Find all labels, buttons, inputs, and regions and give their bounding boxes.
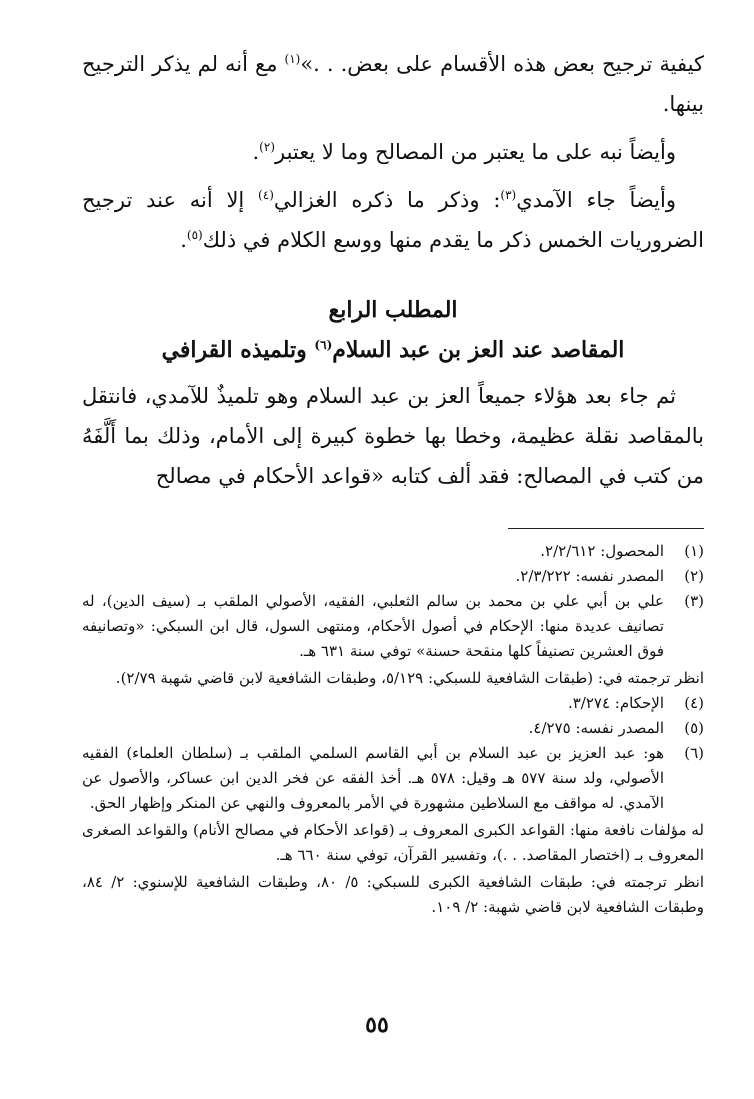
footnote-divider <box>508 528 704 529</box>
footnote-ref-4[interactable]: (٤) <box>258 188 274 202</box>
paragraph-2-text: وأيضاً نبه على ما يعتبر من المصالح وما لا يعتبر <box>275 140 676 164</box>
footnote-number: (٥) <box>684 719 704 737</box>
page-content <box>82 44 704 920</box>
footnote-ref-5[interactable]: (٥) <box>186 228 203 242</box>
footnote-text: المصدر نفسه: ٢/٣/٢٢٢. <box>515 567 664 585</box>
footnote-text: المحصول: ٢/٢/٦١٢. <box>540 542 664 560</box>
footnote-item <box>82 741 704 816</box>
footnotes-list <box>82 539 704 920</box>
footnote-item <box>82 539 704 564</box>
footnote-item <box>82 564 704 589</box>
footnote-number: (٢) <box>684 567 704 585</box>
footnote-text: علي بن أبي علي بن محمد بن سالم الثعلبي، الفقيه، الأصولي الملقب بـ (سيف الدين)، له تصانيف عديدة منها: الإحكام في أصول الأحكام، ومنتهى السول، قال ابن السبكي: «وتصانيفه فوق العشرين تصنيفاً كلها منقحة حسنة» توفي سنة ٦٣١ هـ. <box>82 592 664 660</box>
page-number: ٥٥ <box>365 1012 389 1038</box>
paragraph-1 <box>82 44 704 124</box>
paragraph-2 <box>82 132 704 172</box>
footnote-number: (١) <box>684 542 704 560</box>
footnote-text: المصدر نفسه: ٤/٢٧٥. <box>528 719 664 737</box>
footnote-continuation: انظر ترجمته في: طبقات الشافعية الكبرى للسبكي: ٥/ ٨٠، وطبقات الشافعية للإسنوي: ٢/ ٨٤، وطبقات الشافعية لابن قاضي شهبة: ٢/ ١٠٩. <box>82 873 704 916</box>
paragraph-4: ثم جاء بعد هؤلاء جميعاً العز بن عبد السلام وهو تلميذٌ للآمدي، فانتقل بالمقاصد نقلة عظيمة، وخطا بها خطوة كبيرة إلى الأمام، وذلك بما أَلَّفَهُ من كتب في المصالح: فقد ألف كتابه «قواعد الأحكام في مصالح <box>82 384 704 488</box>
section-heading-line-2-a: المقاصد عند العز بن عبد السلام <box>332 337 625 363</box>
footnote-ref-3[interactable]: (٣) <box>500 188 517 202</box>
footnote-number: (٤) <box>684 694 704 712</box>
footnote-continuation: له مؤلفات نافعة منها: القواعد الكبرى المعروف بـ (قواعد الأحكام في مصالح الأنام) والقواعد الصغرى المعروف بـ (اختصار المقاصد. . .)، وتفسير القرآن، توفي سنة ٦٦٠ هـ. <box>82 821 704 864</box>
section-heading-line-1: المطلب الرابع <box>328 297 458 323</box>
footnote-ref-2[interactable]: (٢) <box>259 140 275 154</box>
footnote-text: هو: عبد العزيز بن عبد السلام بن أبي القاسم السلمي الملقب بـ (سلطان العلماء) الفقيه الأصولي، ولد سنة ٥٧٧ هـ وقيل: ٥٧٨ هـ. أخذ الفقه عن فخر الدين ابن عساكر، والأصول عن الآمدي. له مواقف مع السلاطين مشهورة في الأمر بالمعروف والنهي عن المنكر وإظهار الحق. <box>82 744 664 812</box>
footnote-ref-6[interactable]: (٦) <box>314 338 333 352</box>
paragraph-3-end: . <box>180 228 187 252</box>
paragraph-1-text-b: مع أنه لم يذكر الترجيح بينها. <box>82 52 704 116</box>
paragraph-3-text-b: : وذكر ما ذكره الغزالي <box>273 188 501 212</box>
footnote-item <box>82 589 704 664</box>
paragraph-3-text-a: وأيضاً جاء الآمدي <box>516 188 676 212</box>
footnote-ref-1[interactable]: (١) <box>284 52 301 66</box>
footnote-number: (٣) <box>684 592 704 610</box>
footnote-text: الإحكام: ٣/٢٧٤. <box>567 694 664 712</box>
section-heading <box>82 290 704 370</box>
paragraph-1-text-a: كيفية ترجيح بعض هذه الأقسام على بعض. . .» <box>300 52 704 76</box>
footnote-item <box>82 691 704 716</box>
paragraph-3 <box>82 180 704 260</box>
paragraph-3-text-c: إلا أنه عند ترجيح الضروريات الخمس ذكر ما يقدم منها ووسع الكلام في ذلك <box>82 188 704 252</box>
footnote-item <box>82 716 704 741</box>
section-heading-line-2 <box>82 330 704 370</box>
footnote-number: (٦) <box>684 744 704 762</box>
paragraph-2-end: . <box>252 140 260 164</box>
footnote-continuation: انظر ترجمته في: (طبقات الشافعية للسبكي: ٥/١٢٩، وطبقات الشافعية لابن قاضي شهبة ٢/٧٩). <box>115 669 704 687</box>
section-heading-line-2-b: وتلميذه القرافي <box>161 337 315 363</box>
